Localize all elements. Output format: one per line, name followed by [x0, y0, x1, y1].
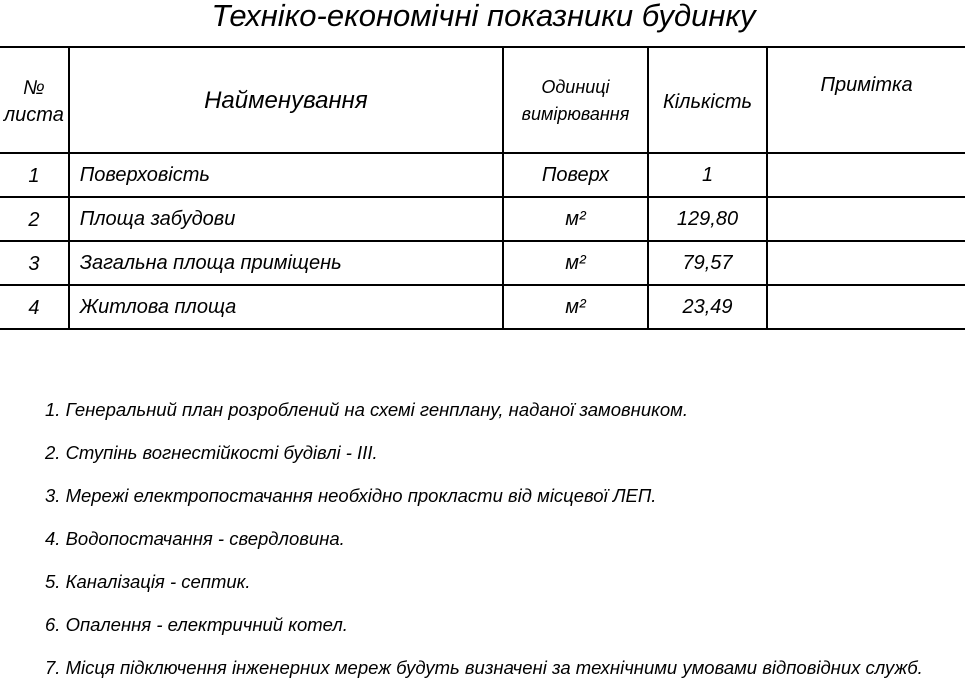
indicators-table	[0, 46, 965, 330]
cell-number: 1	[0, 153, 69, 197]
cell-unit: Поверх	[503, 153, 648, 197]
note-item: 6. Опалення - електричний котел.	[45, 614, 348, 635]
header-note: Примітка	[767, 47, 965, 153]
note-item: 4. Водопостачання - свердловина.	[45, 528, 345, 549]
header-unit	[503, 47, 648, 153]
header-sheet-number-line1: №	[23, 77, 45, 99]
cell-note	[767, 153, 965, 197]
header-unit-line1: Одиниці	[541, 77, 610, 97]
note-item: 3. Мережі електропостачання необхідно прокласти від місцевої ЛЕП.	[45, 485, 657, 506]
note-item: 1. Генеральний план розроблений на схемі генплану, наданої замовником.	[45, 399, 688, 420]
cell-name: Житлова площа	[69, 285, 503, 329]
note-item: 5. Каналізація - септик.	[45, 571, 251, 592]
note-item: 2. Ступінь вогнестійкості будівлі - III.	[45, 442, 378, 463]
cell-name: Поверховість	[69, 153, 503, 197]
header-quantity: Кількість	[648, 47, 767, 153]
cell-name: Площа забудови	[69, 197, 503, 241]
cell-quantity: 129,80	[648, 197, 767, 241]
header-sheet-number-line2: листа	[3, 104, 64, 126]
table-row	[0, 241, 965, 285]
cell-note	[767, 197, 965, 241]
cell-quantity: 79,57	[648, 241, 767, 285]
cell-note	[767, 241, 965, 285]
header-unit-line2: вимірювання	[521, 104, 630, 124]
table-row	[0, 153, 965, 197]
table-row	[0, 197, 965, 241]
cell-quantity: 23,49	[648, 285, 767, 329]
cell-note	[767, 285, 965, 329]
general-notes-list	[45, 399, 950, 699]
cell-number: 2	[0, 197, 69, 241]
page-title: Техніко-економічні показники будинку	[211, 0, 756, 33]
cell-unit: м²	[503, 285, 648, 329]
cell-number: 4	[0, 285, 69, 329]
header-name: Найменування	[69, 47, 503, 153]
table-header-row	[0, 47, 965, 153]
note-item: 7. Місця підключення інженерних мереж будуть визначені за технічними умовами відповідних служб.	[45, 657, 923, 678]
table-row	[0, 285, 965, 329]
cell-quantity: 1	[648, 153, 767, 197]
header-sheet-number	[0, 47, 69, 153]
cell-number: 3	[0, 241, 69, 285]
cell-name: Загальна площа приміщень	[69, 241, 503, 285]
cell-unit: м²	[503, 241, 648, 285]
cell-unit: м²	[503, 197, 648, 241]
